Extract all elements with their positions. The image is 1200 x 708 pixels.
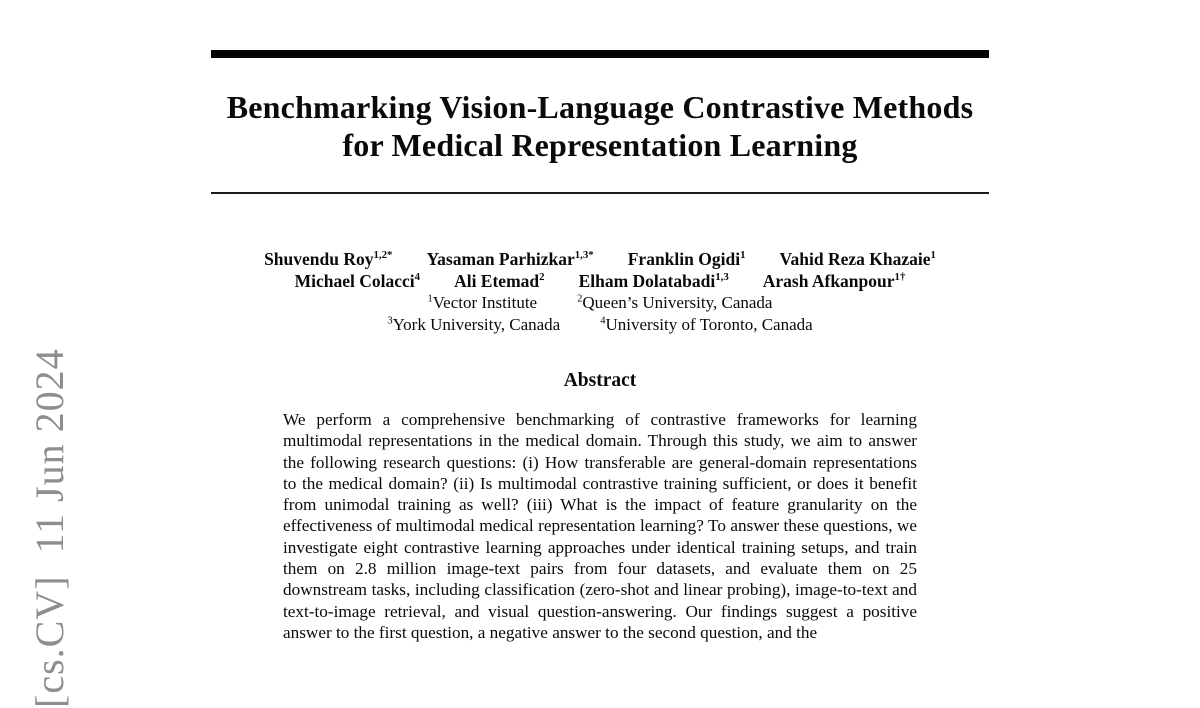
paper-title-line1: Benchmarking Vision-Language Contrastive Methods <box>226 89 974 125</box>
person-entry: $^3$York University, Canada <box>387 315 561 334</box>
arxiv-category-date-stamp: [cs.CV] 11 Jun 2024 <box>27 348 72 708</box>
person-entry: $^1$Vector Institute <box>427 293 538 312</box>
superscript-marker: 4 <box>414 271 421 284</box>
person-entry: Franklin Ogidi$^1$ <box>627 249 746 269</box>
person-entry: Michael Colacci$^4$ <box>294 271 421 291</box>
superscript-marker: 1 <box>930 249 936 262</box>
person-entry: Elham Dolatabadi$^{1,3}$ <box>578 271 729 291</box>
superscript-marker: 1† <box>894 271 906 284</box>
author-block <box>211 248 989 336</box>
title-rule-top <box>211 50 989 58</box>
paper-page <box>0 50 1200 708</box>
superscript-marker: 1,3* <box>574 249 594 262</box>
person-entry: Yasaman Parhizkar$^{1,3*}$ <box>426 249 594 269</box>
abstract-heading: Abstract <box>563 370 637 391</box>
superscript-marker: 4 <box>600 315 606 327</box>
superscript-marker: 2 <box>539 271 545 284</box>
superscript-marker: 1 <box>427 293 433 305</box>
author-row-2 <box>211 270 989 292</box>
person-entry: Vahid Reza Khazaie$^1$ <box>779 249 936 269</box>
author-row-1 <box>211 248 989 270</box>
person-entry: Arash Afkanpour$^{1\dagger}$ <box>762 271 906 291</box>
title-rule-bottom <box>211 192 989 194</box>
superscript-marker: 1,3 <box>715 271 729 284</box>
superscript-marker: 2 <box>577 293 583 305</box>
person-entry: Shuvendu Roy$^{1,2*}$ <box>264 249 393 269</box>
paper-title <box>211 88 989 164</box>
affiliation-row-1 <box>211 292 989 314</box>
paper-title-line2: for Medical Representation Learning <box>342 127 858 163</box>
abstract-text: We perform a comprehensive benchmarking of contrastive frameworks for learning multimodal representations in the medical domain. Through this study, we aim to answer the following research questions: (i) How transferable are general-domain representations to the medical domain? (ii) Is multimodal contrastive training sufficient, or does it benefit from unimodal training as well? (iii) What is the impact of feature granularity on the effectiveness of multimodal medical representation learning? To answer these questions, we investigate eight contrastive learning approaches under identical training setups, and train them on 2.8 million image-text pairs from four datasets, and evaluate them on 25 downstream tasks, including classification (zero-shot and linear probing), image-to-text and text-to-image retrieval, and visual question-answering. Our findings suggest a positive answer to the first question, a negative answer to the second question, and the <box>283 410 917 642</box>
person-entry: $^4$University of Toronto, Canada <box>600 315 813 334</box>
paper-content-column <box>211 50 989 643</box>
person-entry: Ali Etemad$^2$ <box>454 271 545 291</box>
superscript-marker: 3 <box>387 315 393 327</box>
person-entry: $^2$Queen’s University, Canada <box>577 293 773 312</box>
affiliation-row-2 <box>211 314 989 336</box>
superscript-marker: 1,2* <box>373 249 393 262</box>
superscript-marker: 1 <box>740 249 746 262</box>
